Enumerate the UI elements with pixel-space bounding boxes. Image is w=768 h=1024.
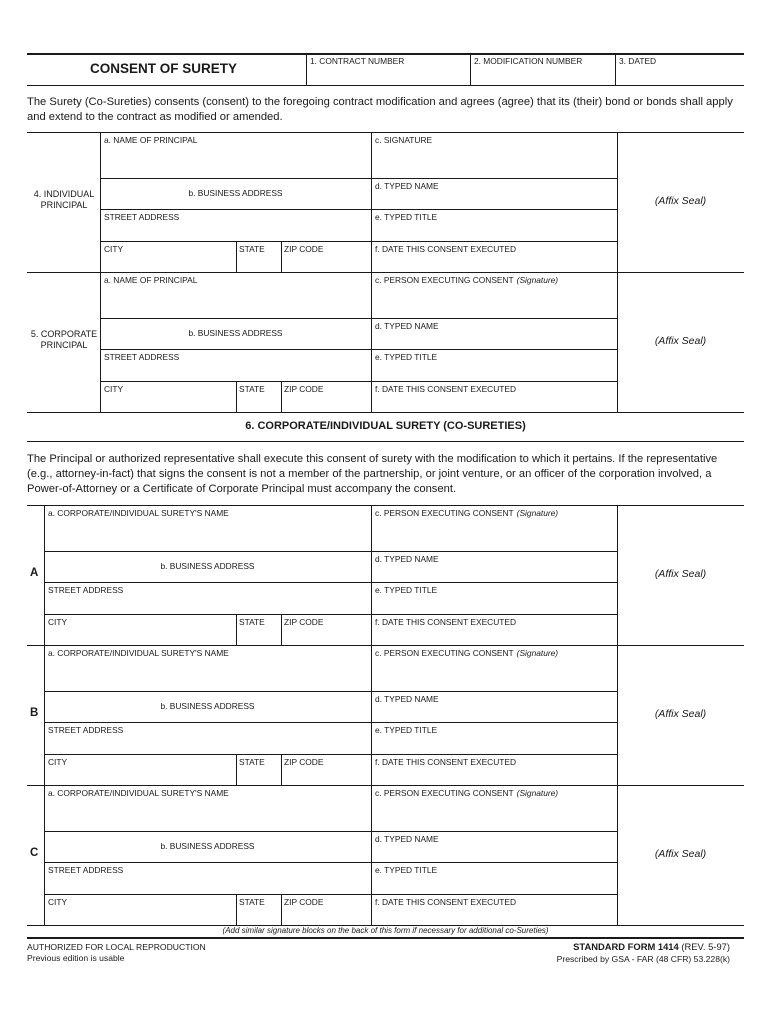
zip-code-label: ZIP CODE	[284, 617, 324, 627]
contract-number-label: 1. CONTRACT NUMBER	[310, 56, 405, 66]
typed-title-label: e. TYPED TITLE	[375, 352, 438, 362]
zip-code-label: ZIP CODE	[284, 757, 324, 767]
typed-title-field[interactable]	[372, 583, 616, 613]
zip-code-field[interactable]	[282, 755, 370, 784]
typed-title-field[interactable]	[372, 350, 616, 380]
zip-code-field[interactable]	[282, 242, 370, 271]
signature-label	[375, 508, 558, 518]
state-label: STATE	[239, 757, 265, 767]
signature-label-suffix: (Signature)	[516, 508, 559, 518]
zip-code-field[interactable]	[282, 615, 370, 644]
zip-code-label: ZIP CODE	[284, 244, 324, 254]
business-address-label: b. BUSINESS ADDRESS	[160, 561, 255, 571]
principal-name-field[interactable]	[101, 133, 370, 177]
date-executed-label: f. DATE THIS CONSENT EXECUTED	[375, 617, 516, 627]
city-field[interactable]	[45, 615, 235, 644]
typed-name-field[interactable]	[372, 179, 616, 208]
dated-label: 3. DATED	[619, 56, 657, 66]
state-field[interactable]	[237, 242, 280, 271]
typed-name-label: d. TYPED NAME	[375, 321, 439, 331]
name-label: a. NAME OF PRINCIPAL	[104, 275, 198, 285]
city-label: CITY	[48, 617, 68, 627]
street-address-field[interactable]	[45, 583, 370, 613]
surety-section-heading: 6. CORPORATE/INDIVIDUAL SURETY (CO-SURETIES)	[245, 420, 526, 432]
typed-name-field[interactable]	[372, 832, 616, 861]
principal-name-field[interactable]	[101, 273, 370, 317]
city-field[interactable]	[45, 895, 235, 924]
principal-section-label: 5. CORPORATE PRINCIPAL	[30, 329, 98, 350]
state-field[interactable]	[237, 755, 280, 784]
date-executed-label: f. DATE THIS CONSENT EXECUTED	[375, 757, 516, 767]
date-executed-label: f. DATE THIS CONSENT EXECUTED	[375, 244, 516, 254]
signature-field[interactable]	[372, 786, 616, 830]
header-bottom-rule	[27, 85, 744, 86]
name-label: a. CORPORATE/INDIVIDUAL SURETY'S NAME	[48, 508, 229, 518]
modification-number-field[interactable]	[471, 56, 614, 84]
business-address-label: b. BUSINESS ADDRESS	[188, 328, 283, 338]
surety-name-field[interactable]	[45, 506, 370, 550]
street-address-label: STREET ADDRESS	[104, 212, 180, 222]
signature-label-text: c. PERSON EXECUTING CONSENT	[375, 508, 514, 518]
typed-title-field[interactable]	[372, 210, 616, 240]
typed-name-label: d. TYPED NAME	[375, 181, 439, 191]
surety-name-field[interactable]	[45, 646, 370, 690]
typed-title-label: e. TYPED TITLE	[375, 585, 438, 595]
signature-label	[375, 275, 558, 285]
street-address-label: STREET ADDRESS	[48, 585, 124, 595]
signature-label	[375, 788, 558, 798]
surety-block-letter: C	[30, 847, 39, 859]
intro-text: The Surety (Co-Sureties) consents (consent) to the foregoing contract modification and agrees (agree) that its (their) bond or bonds shall apply and extend to the contract as modified or amended.	[27, 96, 733, 123]
zip-code-field[interactable]	[282, 382, 370, 411]
zip-code-label: ZIP CODE	[284, 897, 324, 907]
form-name: STANDARD FORM 1414	[573, 941, 679, 952]
page-title: CONSENT OF SURETY	[90, 61, 238, 76]
city-label: CITY	[104, 384, 124, 394]
name-label: a. NAME OF PRINCIPAL	[104, 135, 198, 145]
state-field[interactable]	[237, 615, 280, 644]
street-address-field[interactable]	[45, 863, 370, 893]
surety-block-letter: B	[30, 707, 39, 719]
date-executed-field[interactable]	[372, 755, 616, 784]
affix-seal-text: (Affix Seal)	[654, 335, 707, 347]
typed-name-label: d. TYPED NAME	[375, 694, 439, 704]
bottom-rule	[27, 937, 744, 939]
business-address-label: b. BUSINESS ADDRESS	[160, 701, 255, 711]
signature-label	[375, 648, 558, 658]
prescribed-by-text: Prescribed by GSA - FAR (48 CFR) 53.228(k)	[556, 954, 730, 964]
form-identifier	[573, 942, 730, 952]
top-rule	[27, 53, 744, 55]
street-address-label: STREET ADDRESS	[48, 865, 124, 875]
typed-name-label: d. TYPED NAME	[375, 554, 439, 564]
surety-block-letter: A	[30, 567, 39, 579]
street-address-label: STREET ADDRESS	[48, 725, 124, 735]
street-address-label: STREET ADDRESS	[104, 352, 180, 362]
city-field[interactable]	[101, 382, 235, 411]
previous-edition-text: Previous edition is usable	[27, 953, 125, 963]
signature-field[interactable]	[372, 506, 616, 550]
affix-seal-text: (Affix Seal)	[654, 195, 707, 207]
signature-label-text: c. SIGNATURE	[375, 135, 433, 145]
signature-label-suffix: (Signature)	[516, 648, 559, 658]
signature-field[interactable]	[372, 273, 616, 317]
affix-seal-text: (Affix Seal)	[654, 848, 707, 860]
typed-title-field[interactable]	[372, 723, 616, 753]
date-executed-label: f. DATE THIS CONSENT EXECUTED	[375, 384, 516, 394]
typed-title-label: e. TYPED TITLE	[375, 865, 438, 875]
signature-field[interactable]	[372, 133, 616, 177]
signature-field[interactable]	[372, 646, 616, 690]
date-executed-field[interactable]	[372, 895, 616, 924]
date-executed-field[interactable]	[372, 242, 616, 271]
state-label: STATE	[239, 384, 265, 394]
modification-number-label: 2. MODIFICATION NUMBER	[474, 56, 583, 66]
zip-code-label: ZIP CODE	[284, 384, 324, 394]
typed-title-label: e. TYPED TITLE	[375, 725, 438, 735]
signature-label-suffix: (Signature)	[516, 788, 559, 798]
signature-label-suffix: (Signature)	[516, 275, 559, 285]
name-label: a. CORPORATE/INDIVIDUAL SURETY'S NAME	[48, 648, 229, 658]
surety-heading-rule	[27, 441, 744, 442]
typed-name-field[interactable]	[372, 692, 616, 721]
local-reproduction-text: AUTHORIZED FOR LOCAL REPRODUCTION	[27, 942, 206, 952]
signature-label-text: c. PERSON EXECUTING CONSENT	[375, 648, 514, 658]
signature-label-text: c. PERSON EXECUTING CONSENT	[375, 788, 514, 798]
typed-title-field[interactable]	[372, 863, 616, 893]
city-label: CITY	[104, 244, 124, 254]
surety-name-field[interactable]	[45, 786, 370, 830]
zip-code-field[interactable]	[282, 895, 370, 924]
state-field[interactable]	[237, 382, 280, 411]
state-label: STATE	[239, 897, 265, 907]
business-address-label: b. BUSINESS ADDRESS	[160, 841, 255, 851]
block-bottom-rule	[27, 412, 744, 413]
street-address-field[interactable]	[45, 723, 370, 753]
date-executed-field[interactable]	[372, 615, 616, 644]
state-label: STATE	[239, 244, 265, 254]
dated-field[interactable]	[616, 56, 743, 84]
affix-seal-text: (Affix Seal)	[654, 568, 707, 580]
street-address-field[interactable]	[101, 350, 370, 380]
additional-blocks-note: (Add similar signature blocks on the back of this form if necessary for additional co-Sureties)	[222, 926, 549, 935]
date-executed-field[interactable]	[372, 382, 616, 411]
state-label: STATE	[239, 617, 265, 627]
city-field[interactable]	[45, 755, 235, 784]
signature-label-text: c. PERSON EXECUTING CONSENT	[375, 275, 514, 285]
state-field[interactable]	[237, 895, 280, 924]
principal-section-label: 4. INDIVIDUAL PRINCIPAL	[33, 189, 95, 210]
surety-instructions-text: The Principal or authorized representative shall execute this consent of surety with the modification to which it pertains. If the representative (e.g., attorney-in-fact) that signs the consent is not a member of the partnership, or joint venture, or an officer of the corporation involved, a Power-of-Attorney or a Certificate of Corporate Principal must accompany the consent.	[27, 453, 718, 495]
contract-number-field[interactable]	[307, 56, 469, 84]
signature-label	[375, 135, 435, 145]
city-label: CITY	[48, 897, 68, 907]
typed-name-field[interactable]	[372, 319, 616, 348]
business-address-label: b. BUSINESS ADDRESS	[188, 188, 283, 198]
city-label: CITY	[48, 757, 68, 767]
form-revision: (REV. 5-97)	[681, 941, 730, 952]
date-executed-label: f. DATE THIS CONSENT EXECUTED	[375, 897, 516, 907]
city-field[interactable]	[101, 242, 235, 271]
affix-seal-text: (Affix Seal)	[654, 708, 707, 720]
typed-name-field[interactable]	[372, 552, 616, 581]
name-label: a. CORPORATE/INDIVIDUAL SURETY'S NAME	[48, 788, 229, 798]
typed-title-label: e. TYPED TITLE	[375, 212, 438, 222]
street-address-field[interactable]	[101, 210, 370, 240]
typed-name-label: d. TYPED NAME	[375, 834, 439, 844]
